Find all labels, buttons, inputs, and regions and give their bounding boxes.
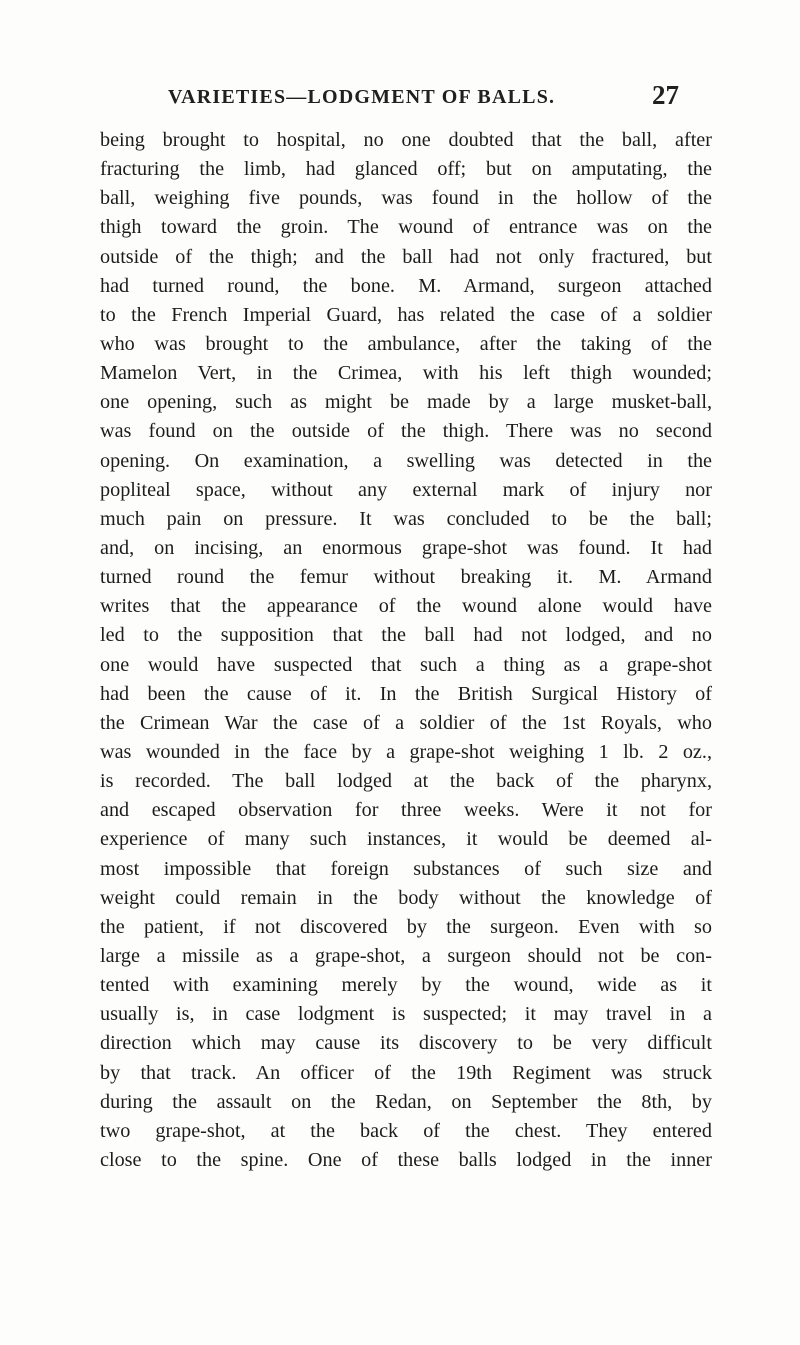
text-line: opening. On examination, a swelling was detected in the	[100, 449, 712, 472]
text-line: the patient, if not discovered by the surgeon. Even with so	[100, 915, 712, 938]
text-line: was wounded in the face by a grape-shot weighing 1 lb. 2 oz.,	[100, 740, 712, 763]
text-line: one would have suspected that such a thing as a grape-shot	[100, 653, 712, 676]
page-number: 27	[652, 80, 679, 110]
text-line: tented with examining merely by the wound, wide as it	[100, 974, 712, 997]
text-line: who was brought to the ambulance, after the taking of the	[100, 332, 712, 355]
text-line: writes that the appearance of the wound alone would have	[100, 595, 712, 618]
text-line: close to the spine. One of these balls lodged in the inner	[100, 1148, 712, 1171]
text-line: by that track. An officer of the 19th Regiment was struck	[100, 1061, 712, 1084]
text-line: Mamelon Vert, in the Crimea, with his left thigh wounded;	[100, 362, 712, 385]
text-line: had turned round, the bone. M. Armand, surgeon attached	[100, 274, 712, 297]
text-line: much pain on pressure. It was concluded to be the ball;	[100, 507, 712, 530]
text-line: thigh toward the groin. The wound of entrance was on the	[100, 216, 712, 239]
text-line: experience of many such instances, it would be deemed al-	[100, 828, 712, 851]
body-paragraph	[100, 126, 712, 1175]
running-head	[0, 80, 800, 120]
text-line: one opening, such as might be made by a large musket-ball,	[100, 391, 712, 414]
text-line: large a missile as a grape-shot, a surgeon should not be con-	[100, 944, 712, 967]
text-line: during the assault on the Redan, on September the 8th, by	[100, 1090, 712, 1113]
text-line: two grape-shot, at the back of the chest. They entered	[100, 1119, 712, 1142]
text-line: the Crimean War the case of a soldier of the 1st Royals, who	[100, 711, 712, 734]
running-title: VARIETIES—LODGMENT OF BALLS.	[168, 86, 556, 108]
text-line: weight could remain in the body without the knowledge of	[100, 886, 712, 909]
text-line: led to the supposition that the ball had not lodged, and no	[100, 624, 712, 647]
text-line: outside of the thigh; and the ball had not only fractured, but	[100, 245, 712, 268]
text-line: had been the cause of it. In the British Surgical History of	[100, 682, 712, 705]
text-line: and, on incising, an enormous grape-shot was found. It had	[100, 536, 712, 559]
text-line: usually is, in case lodgment is suspected; it may travel in a	[100, 1003, 712, 1026]
text-line: to the French Imperial Guard, has related the case of a soldier	[100, 303, 712, 326]
text-line: was found on the outside of the thigh. There was no second	[100, 420, 712, 443]
text-line: direction which may cause its discovery to be very difficult	[100, 1032, 712, 1055]
text-line: fracturing the limb, had glanced off; but on amputating, the	[100, 158, 712, 181]
text-line: is recorded. The ball lodged at the back of the pharynx,	[100, 770, 712, 793]
text-line: being brought to hospital, no one doubted that the ball, after	[100, 129, 712, 151]
text-line: turned round the femur without breaking it. M. Armand	[100, 566, 712, 589]
text-line: ball, weighing five pounds, was found in the hollow of the	[100, 187, 712, 210]
text-line: most impossible that foreign substances of such size and	[100, 857, 712, 880]
text-line: popliteal space, without any external mark of injury nor	[100, 478, 712, 501]
text-line: and escaped observation for three weeks. Were it not for	[100, 799, 712, 822]
